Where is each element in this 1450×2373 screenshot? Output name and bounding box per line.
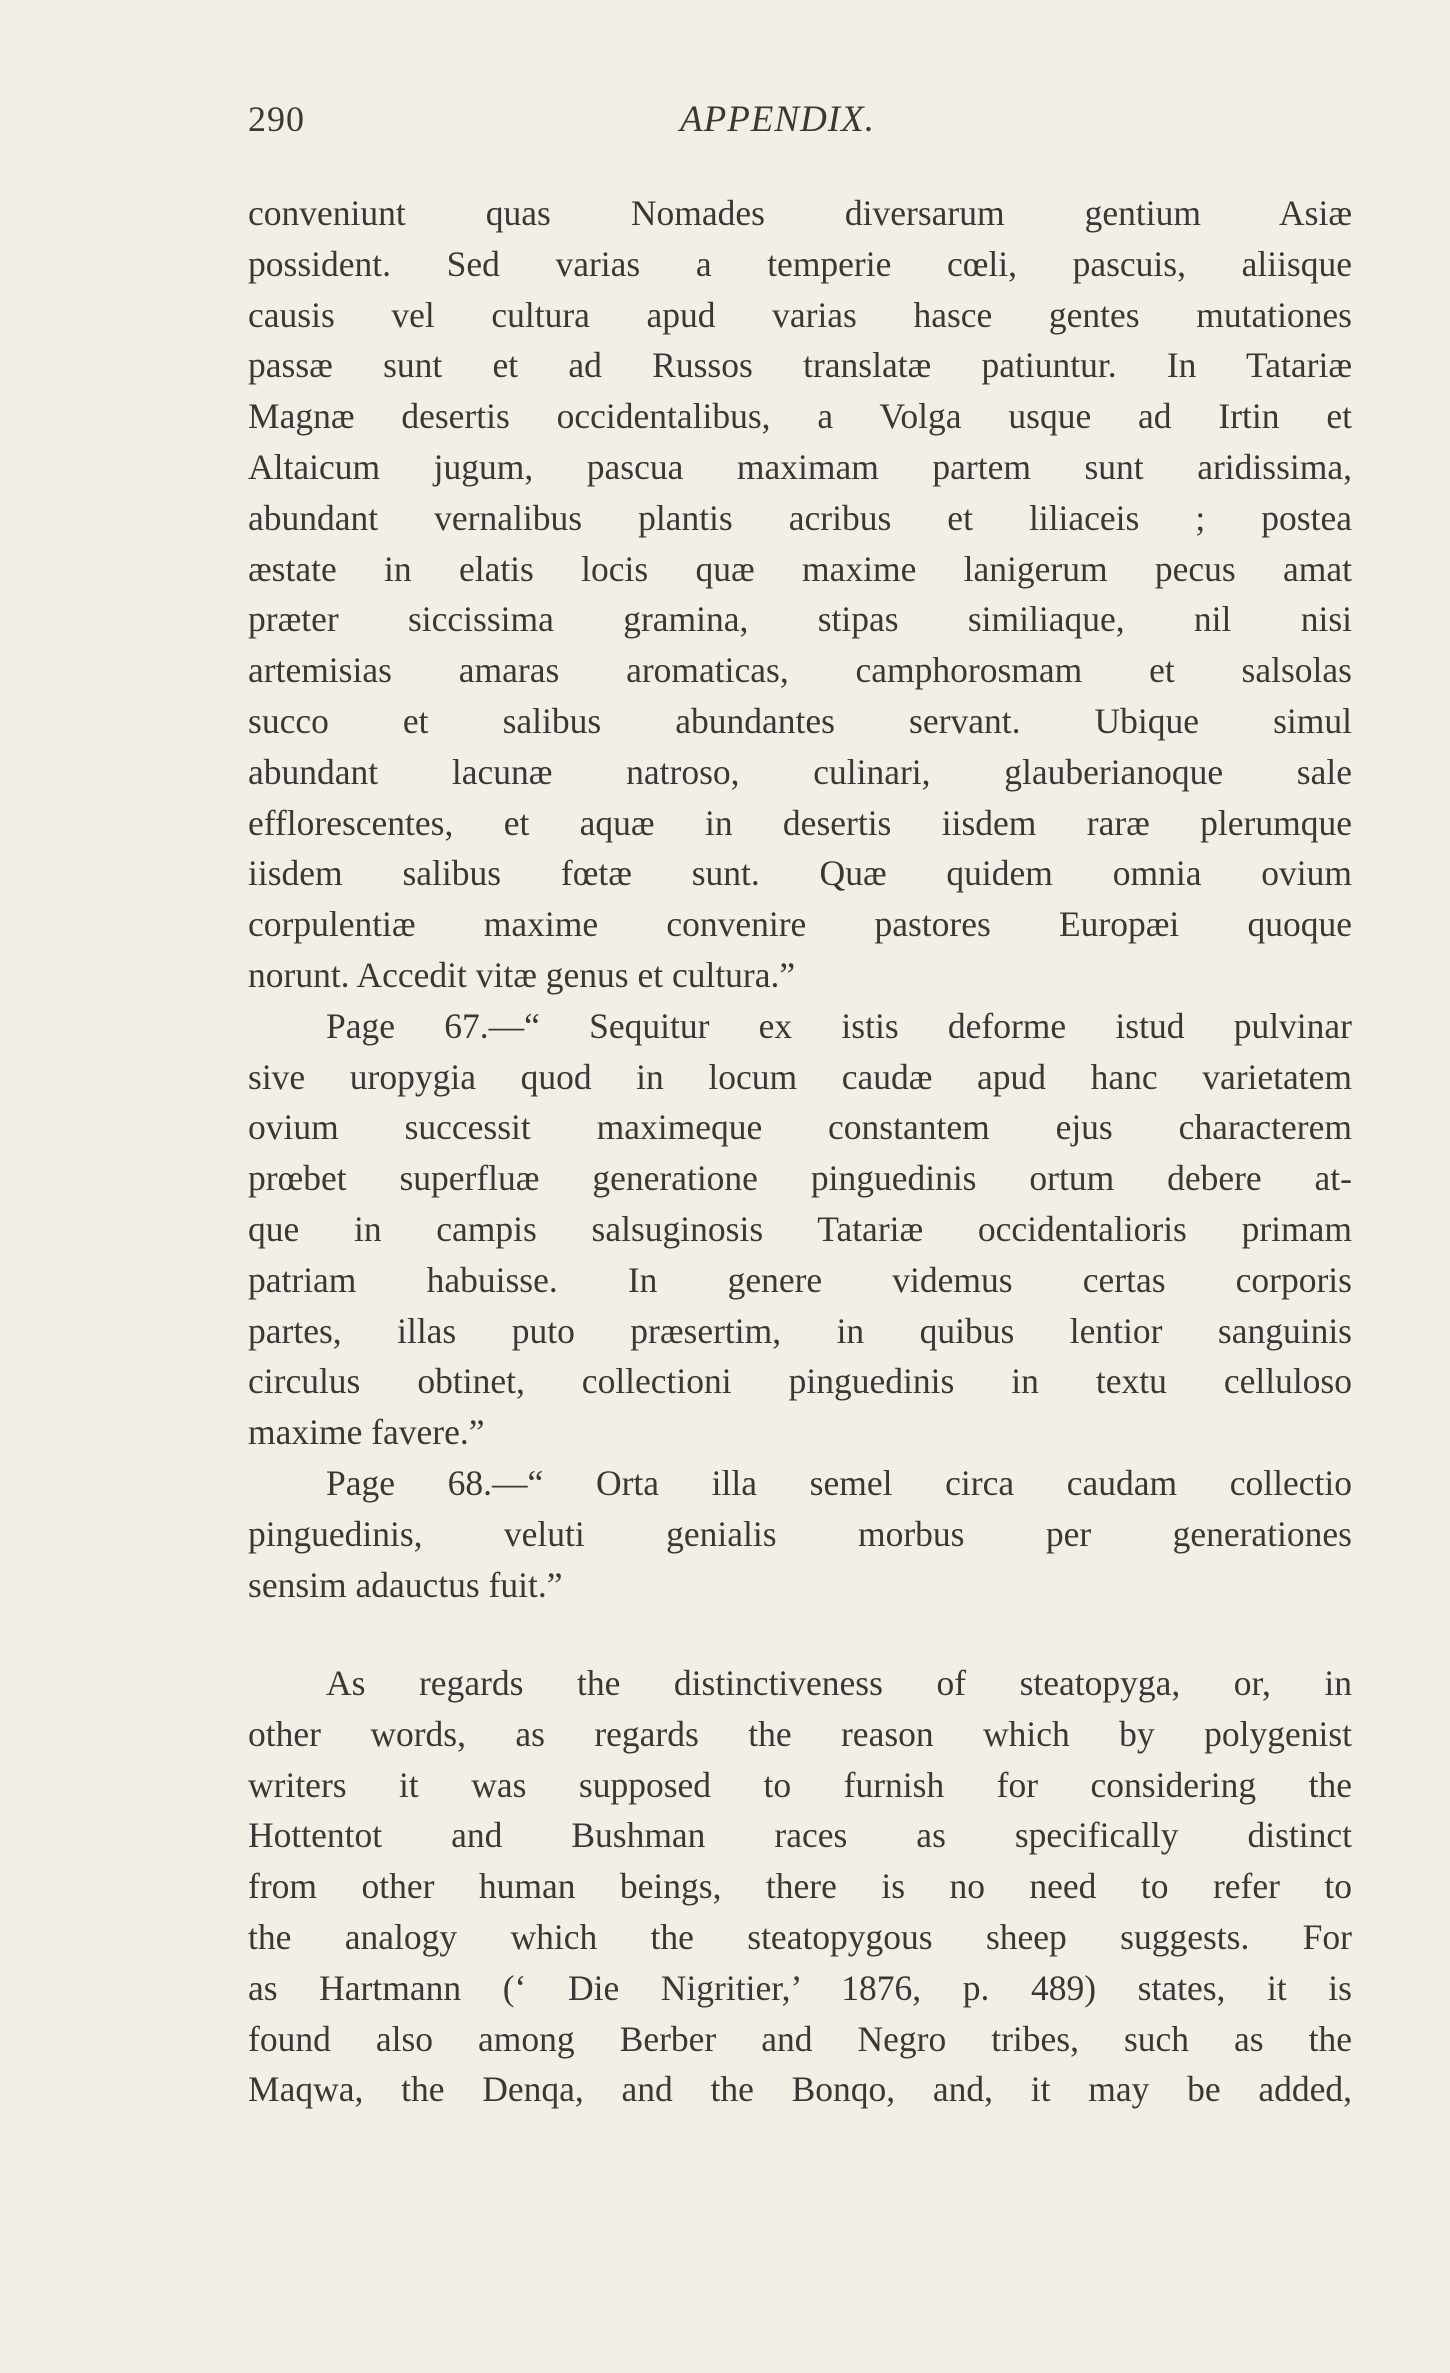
page-number: 290: [248, 99, 305, 139]
text-line: sensim adauctus fuit.”: [248, 1564, 563, 1605]
text-line: possident. Sed varias a temperie cœli, pascuis, aliisque: [248, 243, 1352, 284]
running-title: APPENDIX.: [680, 99, 875, 140]
text-line: writers it was supposed to furnish for considering the: [248, 1764, 1352, 1805]
text-line: efflorescentes, et aquæ in desertis iisdem raræ plerumque: [248, 802, 1352, 843]
english-paragraph: [248, 1658, 1352, 2115]
text-line: causis vel cultura apud varias hasce gentes mutationes: [248, 294, 1352, 335]
text-line: Page 67.—“ Sequitur ex istis deforme istud pulvinar: [326, 1005, 1352, 1046]
text-line: Hottentot and Bushman races as specifically distinct: [248, 1815, 1352, 1856]
text-line: que in campis salsuginosis Tatariæ occidentalioris primam: [248, 1208, 1352, 1249]
text-line: artemisias amaras aromaticas, camphorosmam et salsolas: [248, 650, 1352, 691]
text-line: Magnæ desertis occidentalibus, a Volga usque ad Irtin et: [248, 396, 1352, 437]
text-line: partes, illas puto præsertim, in quibus lentior sanguinis: [248, 1310, 1352, 1351]
text-line: prœbet superfluæ generatione pinguedinis ortum debere at-: [248, 1158, 1352, 1199]
text-line: iisdem salibus fœtæ sunt. Quæ quidem omnia ovium: [248, 853, 1352, 894]
text-line: norunt. Accedit vitæ genus et cultura.”: [248, 954, 796, 995]
text-line: patriam habuisse. In genere videmus certas corporis: [248, 1259, 1352, 1300]
text-line: abundant vernalibus plantis acribus et liliaceis ; postea: [248, 497, 1352, 538]
text-line: corpulentiæ maxime convenire pastores Europæi quoque: [248, 904, 1352, 945]
text-line: abundant lacunæ natroso, culinari, glauberianoque sale: [248, 751, 1352, 792]
text-line: ovium successit maximeque constantem ejus characterem: [248, 1107, 1352, 1148]
text-line: conveniunt quas Nomades diversarum gentium Asiæ: [248, 193, 1352, 233]
text-line: pinguedinis, veluti genialis morbus per generationes: [248, 1513, 1352, 1554]
text-line: As regards the distinctiveness of steatopyga, or, in: [326, 1663, 1352, 1703]
text-line: passæ sunt et ad Russos translatæ patiuntur. In Tatariæ: [248, 345, 1352, 386]
latin-quotation-block: [248, 188, 1352, 1610]
text-line: found also among Berber and Negro tribes, such as the: [248, 2018, 1352, 2059]
text-line: from other human beings, there is no need to refer to: [248, 1866, 1352, 1907]
text-line: succo et salibus abundantes servant. Ubique simul: [248, 700, 1352, 741]
text-line: sive uropygia quod in locum caudæ apud hanc varietatem: [248, 1056, 1352, 1097]
text-line: præter siccissima gramina, stipas similiaque, nil nisi: [248, 599, 1352, 640]
text-line: Altaicum jugum, pascua maximam partem sunt aridissima,: [248, 446, 1352, 487]
running-head: [248, 98, 1348, 158]
text-line: circulus obtinet, collectioni pinguedinis in textu celluloso: [248, 1361, 1352, 1402]
text-line: the analogy which the steatopygous sheep suggests. For: [248, 1916, 1352, 1957]
text-line: Maqwa, the Denqa, and the Bonqo, and, it may be added,: [248, 2069, 1352, 2110]
text-line: other words, as regards the reason which by polygenist: [248, 1713, 1352, 1754]
text-line: maxime favere.”: [248, 1412, 485, 1453]
text-line: æstate in elatis locis quæ maxime lanigerum pecus amat: [248, 548, 1352, 589]
text-line: Page 68.—“ Orta illa semel circa caudam collectio: [326, 1462, 1352, 1503]
text-line: as Hartmann (‘ Die Nigritier,’ 1876, p. 489) states, it is: [248, 1967, 1352, 2008]
